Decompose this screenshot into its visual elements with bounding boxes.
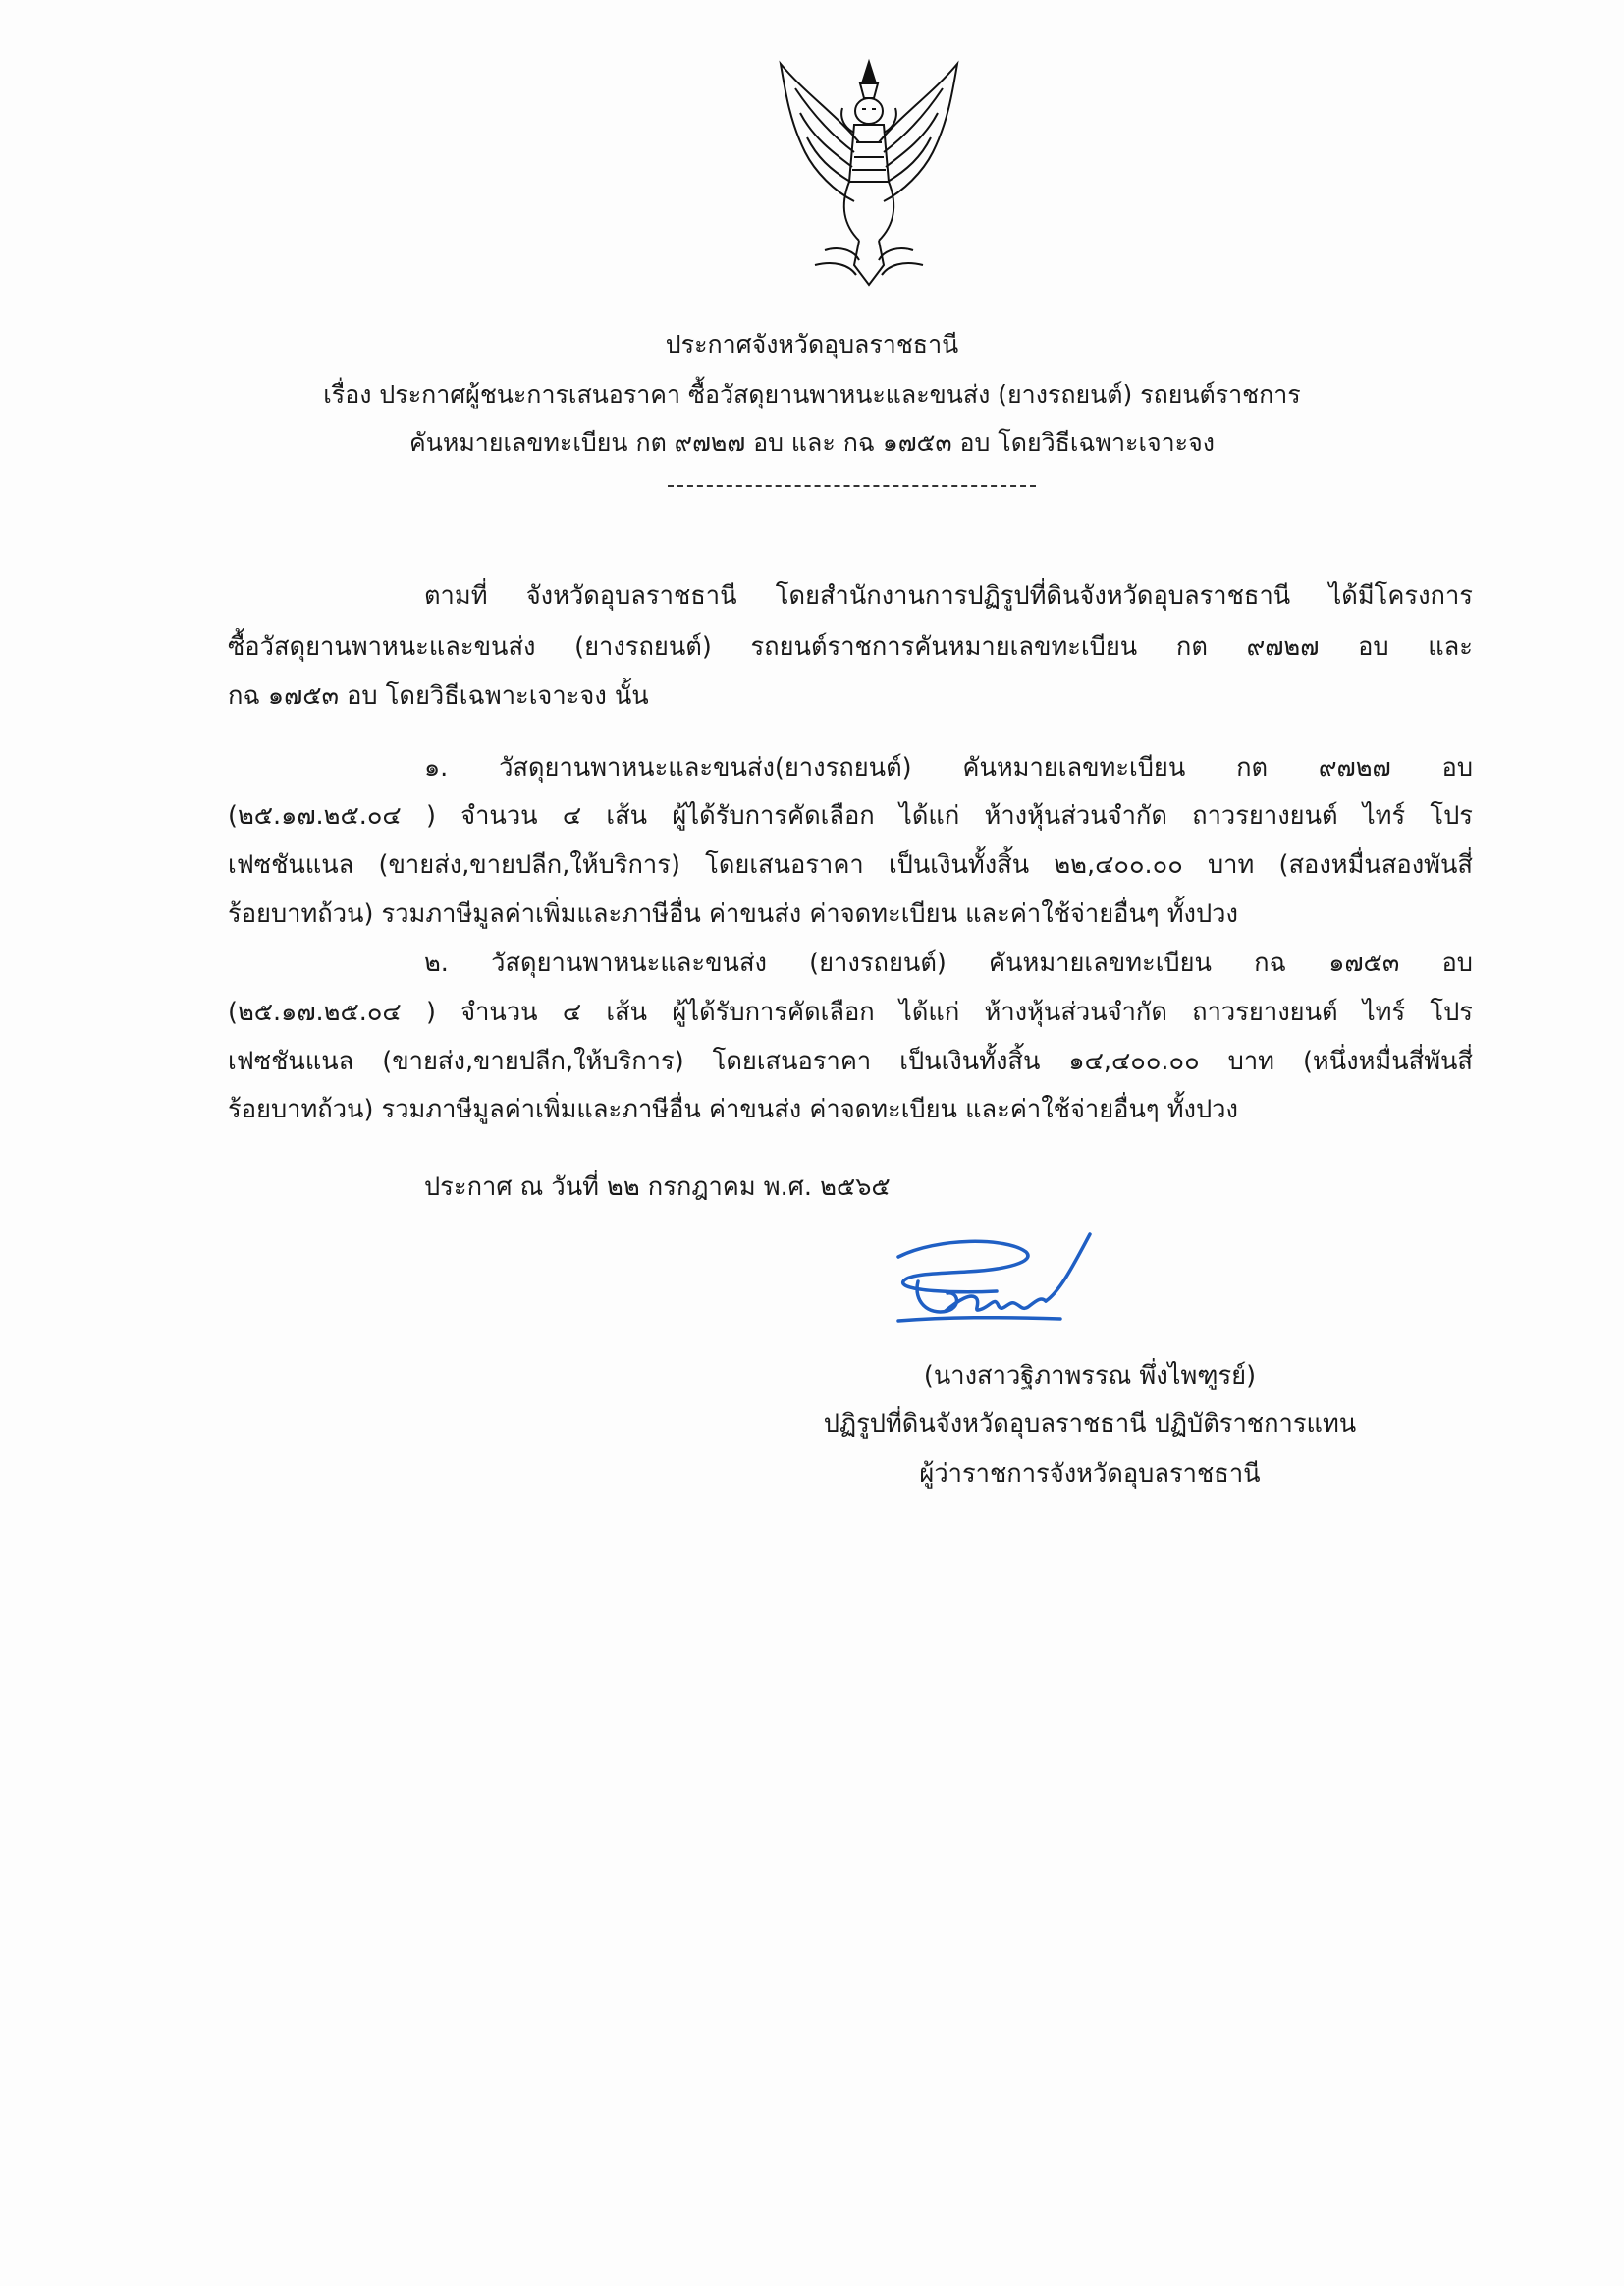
announcement-date: ประกาศ ณ วันที่ ๒๒ กรกฎาคม พ.ศ. ๒๕๖๕ [424, 1172, 891, 1202]
intro-line-3: กฉ ๑๗๕๓ อบ โดยวิธีเฉพาะเจาะจง นั้น [228, 681, 649, 711]
signature-icon [879, 1223, 1134, 1340]
intro-line-2: ซื้อวัสดุยานพาหนะและขนส่ง (ยางรถยนต์) รถยนต์ราชการคันหมายเลขทะเบียน กต ๙๗๒๗ อบ และ [228, 632, 1473, 662]
item-2-line-4: ร้อยบาทถ้วน) รวมภาษีมูลค่าเพิ่มและภาษีอื่น ค่าขนส่ง ค่าจดทะเบียน และค่าใช้จ่ายอื่นๆ ทั้งปวง [228, 1095, 1238, 1124]
item-2-line-2: (๒๕.๑๗.๒๕.๐๔ ) จำนวน ๔ เส้น ผู้ได้รับการคัดเลือก ได้แก่ ห้างหุ้นส่วนจำกัด ถาวรยางยนต์ ไทร์ โปร [228, 998, 1473, 1027]
item-2-line-3: เฟซชันแนล (ขายส่ง,ขายปลีก,ให้บริการ) โดยเสนอราคา เป็นเงินทั้งสิ้น ๑๔,๔๐๐.๐๐ บาท (หนึ่งหมื่นสี่พันสี่ [228, 1047, 1473, 1076]
header-divider [668, 485, 1036, 487]
intro-line-1: ตามที่ จังหวัดอุบลราชธานี โดยสำนักงานการปฏิรูปที่ดินจังหวัดอุบลราชธานี ได้มีโครงการ [424, 581, 1473, 611]
signatory-position-2: ผู้ว่าราชการจังหวัดอุบลราชธานี [919, 1459, 1261, 1489]
subject-line-1: เรื่อง ประกาศผู้ชนะการเสนอราคา ซื้อวัสดุยานพาหนะและขนส่ง (ยางรถยนต์) รถยนต์ราชการ [323, 380, 1301, 408]
item-1-line-1: ๑. วัสดุยานพาหนะและขนส่ง(ยางรถยนต์) คันหมายเลขทะเบียน กต ๙๗๒๗ อบ [424, 753, 1473, 783]
signatory-position-1: ปฏิรูปที่ดินจังหวัดอุบลราชธานี ปฏิบัติราชการแทน [823, 1409, 1357, 1439]
subject-line-2: คันหมายเลขทะเบียน กต ๙๗๒๗ อบ และ กฉ ๑๗๕๓ อบ โดยวิธีเฉพาะเจาะจง [409, 428, 1215, 457]
signatory-name: (นางสาวฐิภาพรรณ พึ่งไพฑูรย์) [923, 1361, 1257, 1390]
item-2-line-1: ๒. วัสดุยานพาหนะและขนส่ง (ยางรถยนต์) คันหมายเลขทะเบียน กฉ ๑๗๕๓ อบ [424, 949, 1473, 978]
document-title: ประกาศจังหวัดอุบลราชธานี [665, 330, 959, 358]
garuda-emblem-icon [766, 54, 972, 295]
item-1-line-2: (๒๕.๑๗.๒๕.๐๔ ) จำนวน ๔ เส้น ผู้ได้รับการคัดเลือก ได้แก่ ห้างหุ้นส่วนจำกัด ถาวรยางยนต์ ไทร์ โปร [228, 801, 1473, 831]
item-1-line-4: ร้อยบาทถ้วน) รวมภาษีมูลค่าเพิ่มและภาษีอื่น ค่าขนส่ง ค่าจดทะเบียน และค่าใช้จ่ายอื่นๆ ทั้งปวง [228, 899, 1238, 929]
item-1-line-3: เฟซชันแนล (ขายส่ง,ขายปลีก,ให้บริการ) โดยเสนอราคา เป็นเงินทั้งสิ้น ๒๒,๔๐๐.๐๐ บาท (สองหมื่นสองพันสี่ [228, 850, 1473, 880]
